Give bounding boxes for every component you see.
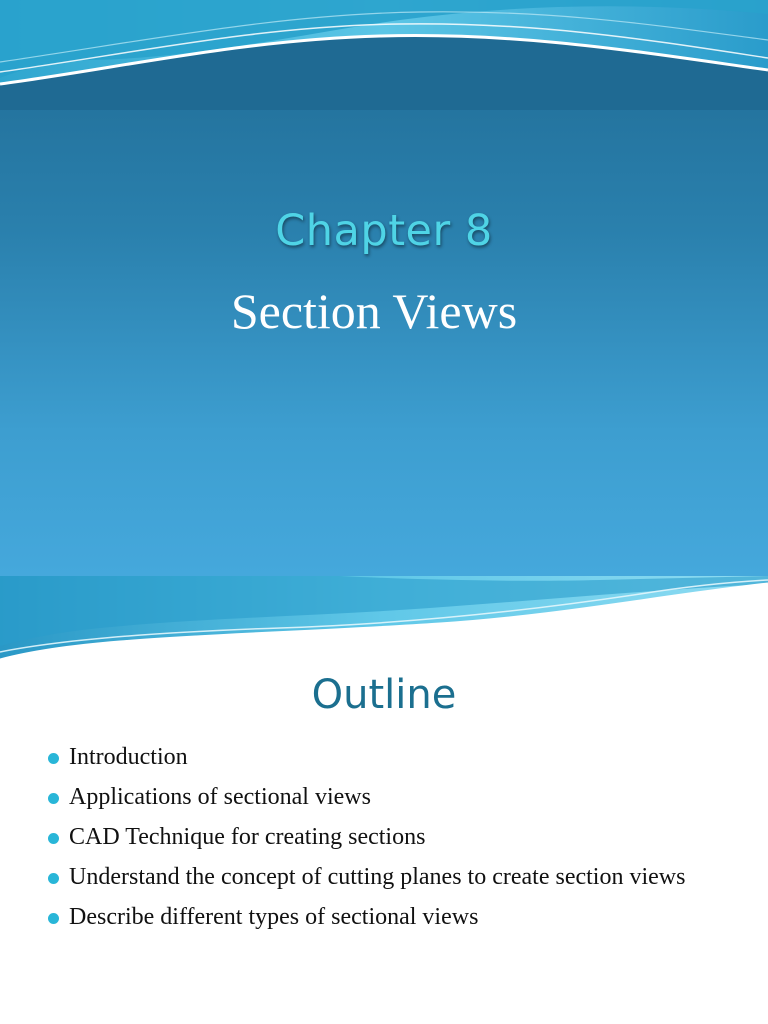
bullet-dot-icon <box>48 913 59 924</box>
bullet-dot-icon <box>48 793 59 804</box>
outline-heading: Outline <box>311 672 457 718</box>
outline-slide <box>0 576 768 1024</box>
bullet-item <box>48 742 738 773</box>
wave-banner-top <box>0 0 768 110</box>
slide-title: Chapter 8 <box>275 206 493 256</box>
bullet-item <box>48 902 738 933</box>
bullet-text: Understand the concept of cutting planes to create section views <box>69 864 686 890</box>
bullet-item <box>48 782 738 813</box>
bullet-dot-icon <box>48 753 59 764</box>
bullet-text: Describe different types of sectional views <box>69 904 479 930</box>
bullet-dot-icon <box>48 873 59 884</box>
bullet-text: Applications of sectional views <box>69 784 371 810</box>
bullet-text: Introduction <box>69 744 188 770</box>
bullet-dot-icon <box>48 833 59 844</box>
outline-bullet-list <box>48 742 738 942</box>
bullet-item <box>48 862 738 893</box>
slide-subtitle: Section Views <box>230 283 518 339</box>
bullet-item <box>48 822 738 853</box>
wave-banner-bottom <box>0 576 768 666</box>
bullet-text: CAD Technique for creating sections <box>69 824 426 850</box>
